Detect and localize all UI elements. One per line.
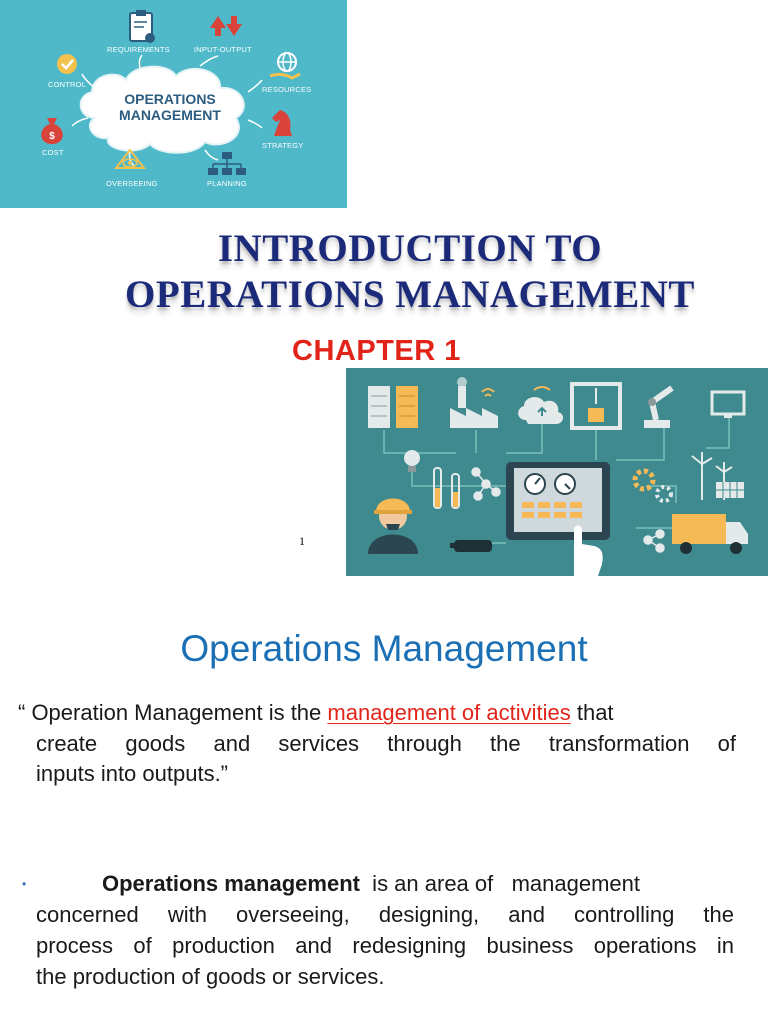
label-resources: RESOURCES (262, 85, 312, 94)
industry-illustration (346, 368, 768, 576)
bullet-paragraph (36, 868, 734, 992)
test-tube-icon (434, 468, 459, 508)
title-line-2: OPERATIONS MANAGEMENT (125, 273, 695, 316)
bullet-line-2: concerned with overseeing, designing, and controlling the (36, 902, 734, 927)
label-strategy: STRATEGY (262, 141, 304, 150)
bullet-line-3: process of production and redesigning business operations in (36, 933, 734, 958)
vr-goggles-icon (450, 540, 492, 552)
monitor-icon (712, 392, 744, 418)
slide-title (60, 226, 760, 318)
worker-icon (368, 499, 418, 555)
svg-text:$: $ (49, 131, 55, 142)
quote-line-1 (18, 698, 736, 729)
input-output-icon (210, 16, 242, 36)
molecule-icon (472, 468, 500, 500)
chess-knight-icon (272, 110, 292, 136)
bullet-line-4: the production of goods or services. (36, 964, 385, 989)
tablet-dashboard-icon (506, 462, 610, 576)
label-overseeing: OVERSEEING (106, 179, 158, 188)
operations-management-graphic (0, 0, 347, 208)
page-number: 1 (299, 534, 305, 548)
label-input-output: INPUT-OUTPUT (194, 45, 252, 54)
check-circle-icon (57, 54, 77, 74)
definition-quote (18, 698, 736, 790)
factory-icon (450, 377, 498, 428)
chapter-label: CHAPTER 1 (292, 335, 461, 367)
money-bag-icon (41, 118, 63, 144)
share-icon (644, 530, 664, 552)
globe-hand-icon (270, 53, 300, 78)
center-label-line1: OPERATIONS (124, 91, 216, 107)
robot-arm-icon (644, 388, 672, 428)
label-cost: COST (42, 148, 64, 157)
slide-2 (0, 596, 768, 1024)
label-control: CONTROL (48, 80, 87, 89)
org-chart-icon (208, 152, 246, 175)
cloud-shape (81, 67, 244, 153)
cloud-upload-icon (518, 387, 563, 424)
solar-panel-icon (716, 482, 744, 498)
quote-open: “ Operation Management is the (18, 700, 328, 725)
3d-printer-icon (572, 384, 620, 428)
server-icon (368, 386, 418, 428)
center-label-line2: MANAGEMENT (119, 107, 221, 123)
lightbulb-icon (404, 450, 420, 472)
quote-line-3: inputs into outputs.” (36, 761, 229, 786)
bullet-marker: • (22, 877, 27, 891)
truck-icon (672, 514, 748, 554)
quote-line-2: create goods and services through the transformation of (36, 730, 736, 756)
bullet-line-1-rest: is an area of management (359, 871, 641, 896)
highlighted-phrase: management of activities (327, 700, 571, 725)
quote-after: that (570, 700, 614, 725)
title-line-1: INTRODUCTION TO (217, 227, 603, 270)
bullet-line-1 (36, 868, 734, 899)
clipboard-icon (130, 10, 155, 43)
label-planning: PLANNING (207, 179, 247, 188)
bold-term: Operations management (102, 871, 360, 896)
label-requirements: REQUIREMENTS (107, 45, 170, 54)
slide-2-title: Operations Management (180, 628, 588, 669)
